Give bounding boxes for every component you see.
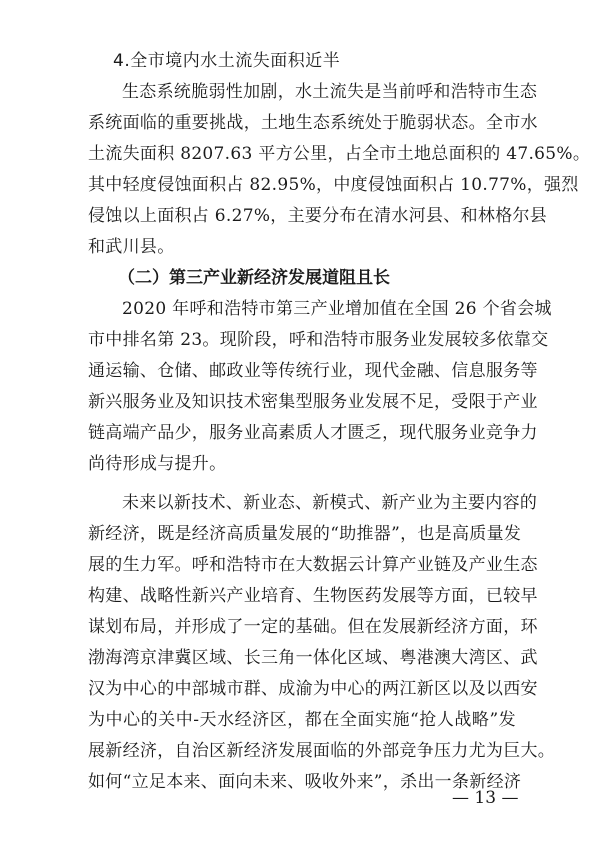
paragraph-line: 系统面临的重要挑战，土地生态系统处于脆弱状态。全市水 xyxy=(88,113,538,133)
section-2-paragraph-1 xyxy=(88,294,552,480)
paragraph-line: 和武川县。 xyxy=(88,237,175,257)
section-4-heading: 4.全市境内水土流失面积近半 xyxy=(113,51,341,71)
paragraph-line: 土流失面积 8207.63 平方公里，占全市土地总面积的 47.65%。 xyxy=(88,144,591,164)
paragraph-line: 新兴服务业及知识技术密集型服务业发展不足，受限于产业 xyxy=(88,392,538,412)
paragraph-line: 通运输、仓储、邮政业等传统行业，现代金融、信息服务等 xyxy=(88,361,538,381)
paragraph-line: 谋划布局，并形成了一定的基础。但在发展新经济方面，环 xyxy=(88,617,538,637)
section-2-heading: （二）第三产业新经济发展道阻且长 xyxy=(118,268,390,288)
paragraph-line: 其中轻度侵蚀面积占 82.95%，中度侵蚀面积占 10.77%，强烈 xyxy=(88,175,579,195)
paragraph-line: 汉为中心的中部城市群、成渝为中心的两江新区以及以西安 xyxy=(88,679,538,699)
paragraph-line: 侵蚀以上面积占 6.27%，主要分布在清水河县、和林格尔县 xyxy=(88,206,548,226)
paragraph-line: 新经济，既是经济高质量发展的“助推器”，也是高质量发 xyxy=(88,524,522,544)
paragraph-spacer xyxy=(88,480,516,488)
paragraph-line: 尚待形成与提升。 xyxy=(88,454,227,474)
section-4-paragraph xyxy=(88,77,591,263)
paragraph-line: 展的生力军。呼和浩特市在大数据云计算产业链及产业生态 xyxy=(88,555,538,575)
paragraph-line: 生态系统脆弱性加剧，水土流失是当前呼和浩特市生态 xyxy=(122,82,538,102)
paragraph-line: 2020 年呼和浩特市第三产业增加值在全国 26 个省会城 xyxy=(122,299,552,319)
paragraph-line: 渤海湾京津冀区域、长三角一体化区域、粤港澳大湾区、武 xyxy=(88,648,538,668)
paragraph-line: 构建、战略性新兴产业培育、生物医药发展等方面，已较早 xyxy=(88,586,538,606)
paragraph-line: 如何“立足本来、面向未来、吸收外来”，杀出一条新经济 xyxy=(88,772,522,792)
paragraph-line: 展新经济，自治区新经济发展面临的外部竞争压力尤为巨大。 xyxy=(88,741,556,761)
paragraph-line: 市中排名第 23。现阶段，呼和浩特市服务业发展较多依靠交 xyxy=(88,330,549,350)
page-number: — 13 — xyxy=(452,788,519,808)
paragraph-line: 未来以新技术、新业态、新模式、新产业为主要内容的 xyxy=(122,493,538,513)
paragraph-line: 为中心的关中-天水经济区，都在全面实施“抢人战略”发 xyxy=(88,710,516,730)
paragraph-line: 链高端产品少，服务业高素质人才匮乏，现代服务业竞争力 xyxy=(88,423,538,443)
